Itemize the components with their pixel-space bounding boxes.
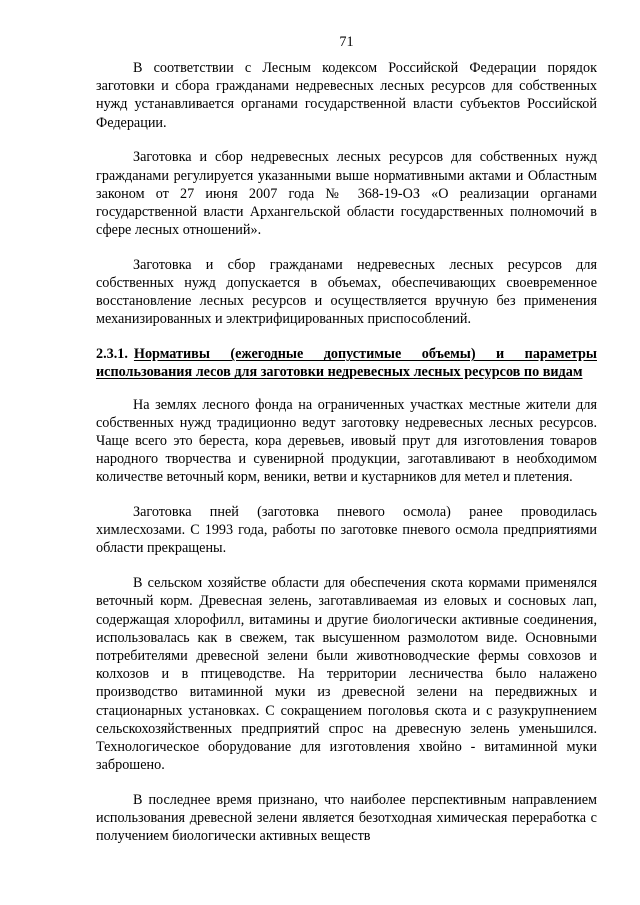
paragraph-local-residents: На землях лесного фонда на ограниченных участках местные жители для собственных нужд традиционно ведут заготовку недревесных лесных ресурсов. Чаще всего это береста, кора деревьев, ивовый прут для изготовления товаров народного творчества и сувенирной продукции, заготавливают в необходимом количестве веточный корм, веники, ветви и кустарников для метел и плетения.: [96, 396, 597, 486]
section-title: Нормативы (ежегодные допустимые объемы) и параметры использования лесов для заготовки недревесных лесных ресурсов по видам: [96, 346, 597, 381]
section-heading: [96, 345, 597, 381]
paragraph-chemical-processing: В последнее время признано, что наиболее перспективным направлением использования древесной зелени является безотходная химическая переработка с получением биологически активных веществ: [96, 791, 597, 845]
paragraph-forest-code: В соответствии с Лесным кодексом Российской Федерации порядок заготовки и сбора гражданами недревесных лесных ресурсов для собственных нужд устанавливается органами государственной власти субъектов Российской Федерации.: [96, 60, 597, 131]
paragraph-twig-feed: В сельском хозяйстве области для обеспечения скота кормами применялся веточный корм. Древесная зелень, заготавливаемая из еловых и сосновых лап, содержащая хлорофилл, витамины и другие биологически активные соединения, использовалась как в свежем, так высушенном размолотом виде. Основными потребителями древесной зелени были животноводческие фермы совхозов и колхозов и в птицеводстве. На территории лесничества было налажено производство витаминной муки из древесной зелени на передвижных и стационарных установках. С сокращением поголовья скота и с разукрупнением сельскохозяйственных предприятий спрос на древесную зелень уменьшился. Технологическое оборудование для изготовления хвойно - витаминной муки заброшено.: [96, 575, 597, 774]
section-number: 2.3.1.: [96, 346, 128, 363]
paragraph-stump-harvesting: Заготовка пней (заготовка пневого осмола) ранее проводилась химлесхозами. С 1993 года, работы по заготовке пневого осмола предприятиями области прекращены.: [96, 504, 597, 557]
paragraph-regional-law: Заготовка и сбор недревесных лесных ресурсов для собственных нужд гражданами регулируется указанными выше нормативными актами и Областным законом от 27 июня 2007 года № 368-19-ОЗ «О реализации органами государственной власти Архангельской области государственных полномочий в сфере лесных отношений».: [96, 149, 597, 239]
paragraph-allowed-volumes: Заготовка и сбор гражданами недревесных лесных ресурсов для собственных нужд допускается в объемах, обеспечивающих своевременное восстановление лесных ресурсов и осуществляется вручную без применения механизированных и электрифицированных приспособлений.: [96, 256, 597, 328]
page-number: 71: [339, 34, 354, 50]
